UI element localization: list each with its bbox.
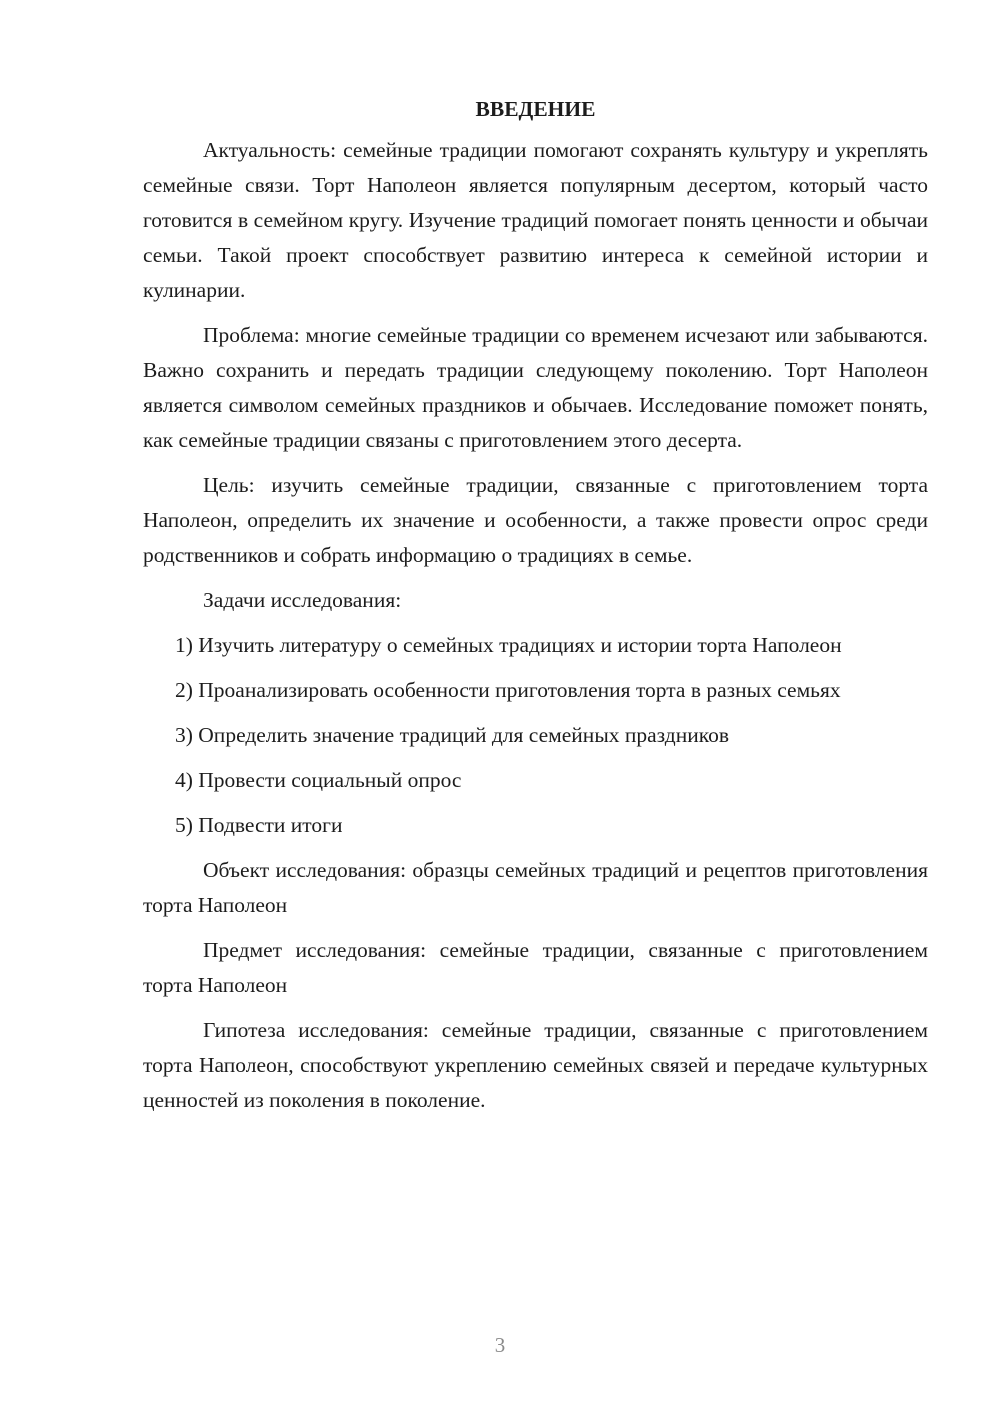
tasks-heading: Задачи исследования: (203, 588, 402, 612)
page-number: 3 (494, 1333, 506, 1357)
paragraph-problem: Проблема: многие семейные традиции со временем исчезают или забываются. Важно сохранить и передать традиции следующему поколению. Торт Наполеон является символом семейных праздников и обычаев. Исследование поможет понять, как семейные традиции связаны с приготовлением этого десерта. (143, 323, 928, 452)
paragraph-hypothesis: Гипотеза исследования: семейные традиции, связанные с приготовлением торта Наполеон, способствуют укреплению семейных связей и передаче культурных ценностей из поколения в поколение. (143, 1018, 928, 1112)
paragraph-subject: Предмет исследования: семейные традиции, связанные с приготовлением торта Наполеон (143, 938, 928, 997)
list-item: 5) Подвести итоги (175, 813, 343, 837)
list-item: 2) Проанализировать особенности приготовления торта в разных семьях (175, 678, 841, 702)
page-title: ВВЕДЕНИЕ (475, 97, 596, 121)
list-item: 1) Изучить литературу о семейных традициях и истории торта Наполеон (175, 633, 842, 657)
paragraph-goal: Цель: изучить семейные традиции, связанные с приготовлением торта Наполеон, определить их значение и особенности, а также провести опрос среди родственников и собрать информацию о традициях в семье. (143, 473, 928, 567)
paragraph-object: Объект исследования: образцы семейных традиций и рецептов приготовления торта Наполеон (143, 858, 928, 917)
list-item: 3) Определить значение традиций для семейных праздников (175, 723, 729, 747)
paragraph-relevance: Актуальность: семейные традиции помогают сохранять культуру и укреплять семейные связи. Торт Наполеон является популярным десертом, который часто готовится в семейном кругу. Изучение традиций помогает понять ценности и обычаи семьи. Такой проект способствует развитию интереса к семейной истории и кулинарии. (143, 138, 928, 302)
list-item: 4) Провести социальный опрос (175, 768, 462, 792)
tasks-list (143, 628, 928, 843)
document-page (143, 92, 928, 1128)
